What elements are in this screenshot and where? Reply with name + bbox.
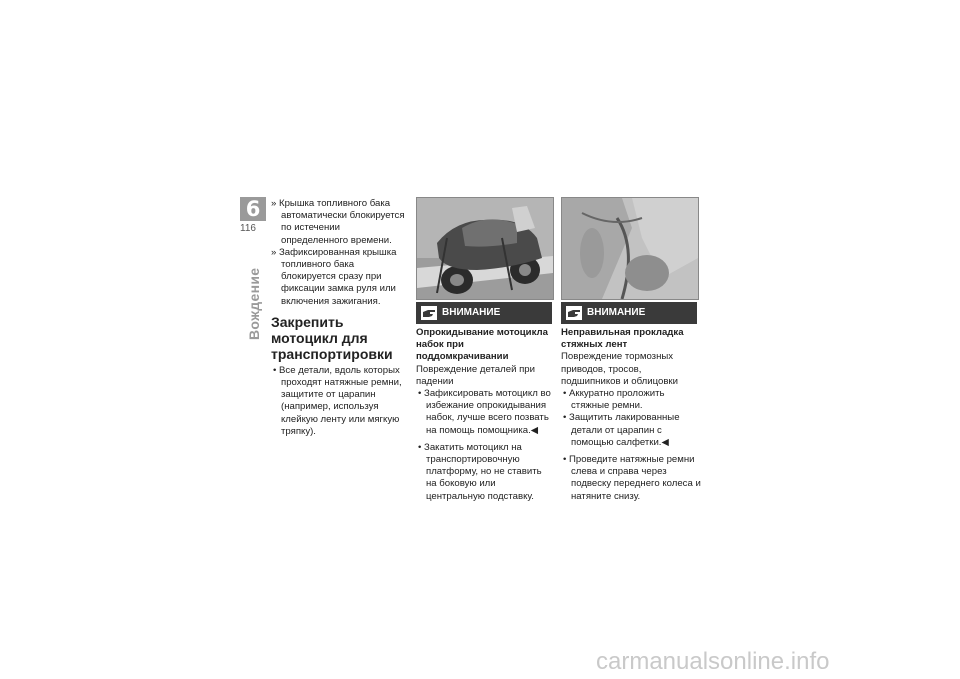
hand-warning-icon — [566, 306, 582, 320]
list-item: • Защитить лакированные детали от царапин с помощью салфетки.◀ — [563, 412, 680, 448]
chapter-number: 6 — [240, 197, 266, 221]
list-item: • Аккуратно проложить стяжные ремни. — [563, 388, 665, 412]
strap-photo — [561, 197, 699, 300]
watermark: carmanualsonline.info — [596, 648, 830, 675]
warning-label: ВНИМАНИЕ — [442, 307, 501, 318]
warning-label: ВНИМАНИЕ — [587, 307, 646, 318]
text-column-1 — [271, 198, 407, 438]
list-item: • Все детали, вдоль которых проходят натяжные ремни, защитите от царапин (например, используя клейкую ленту или мягкую тряпку). — [273, 364, 402, 437]
page-number: 116 — [240, 223, 256, 234]
warning-title: Опрокидывание мотоцикла набок при поддомкрачивании — [416, 327, 548, 363]
list-item: • Проведите натяжные ремни слева и справа через подвеску переднего колеса и натяните снизу. — [563, 454, 701, 502]
warning-banner — [416, 302, 552, 324]
warning-title: Неправильная прокладка стяжных лент — [561, 327, 684, 351]
list-item: » Крышка топливного бака автоматически блокируется по истечении определенного времени. — [271, 198, 405, 246]
motorcycle-photo — [416, 197, 554, 300]
section-heading: Закрепить мотоцикл для транспортировки — [271, 313, 393, 362]
warning-banner — [561, 302, 697, 324]
hand-warning-icon — [421, 306, 437, 320]
warning-text-1 — [416, 327, 554, 503]
list-item: » Зафиксированная крышка топливного бака блокируется сразу при фиксации замка руля или включения зажигания. — [271, 246, 397, 307]
list-item: • Закатить мотоцикл на транспортировочную платформу, но не ставить на боковую или центральную подставку. — [418, 441, 542, 502]
section-title: Вождение — [246, 267, 262, 340]
warning-consequence: Повреждение тормозных приводов, тросов, подшипников и облицовки — [561, 351, 678, 387]
warning-consequence: Повреждение деталей при падении — [416, 363, 535, 387]
warning-text-2 — [561, 327, 701, 503]
list-item: • Зафиксировать мотоцикл во избежание опрокидывания набок, лучше всего позвать на помощь помощника.◀ — [418, 388, 551, 436]
chapter-tab — [240, 197, 266, 234]
